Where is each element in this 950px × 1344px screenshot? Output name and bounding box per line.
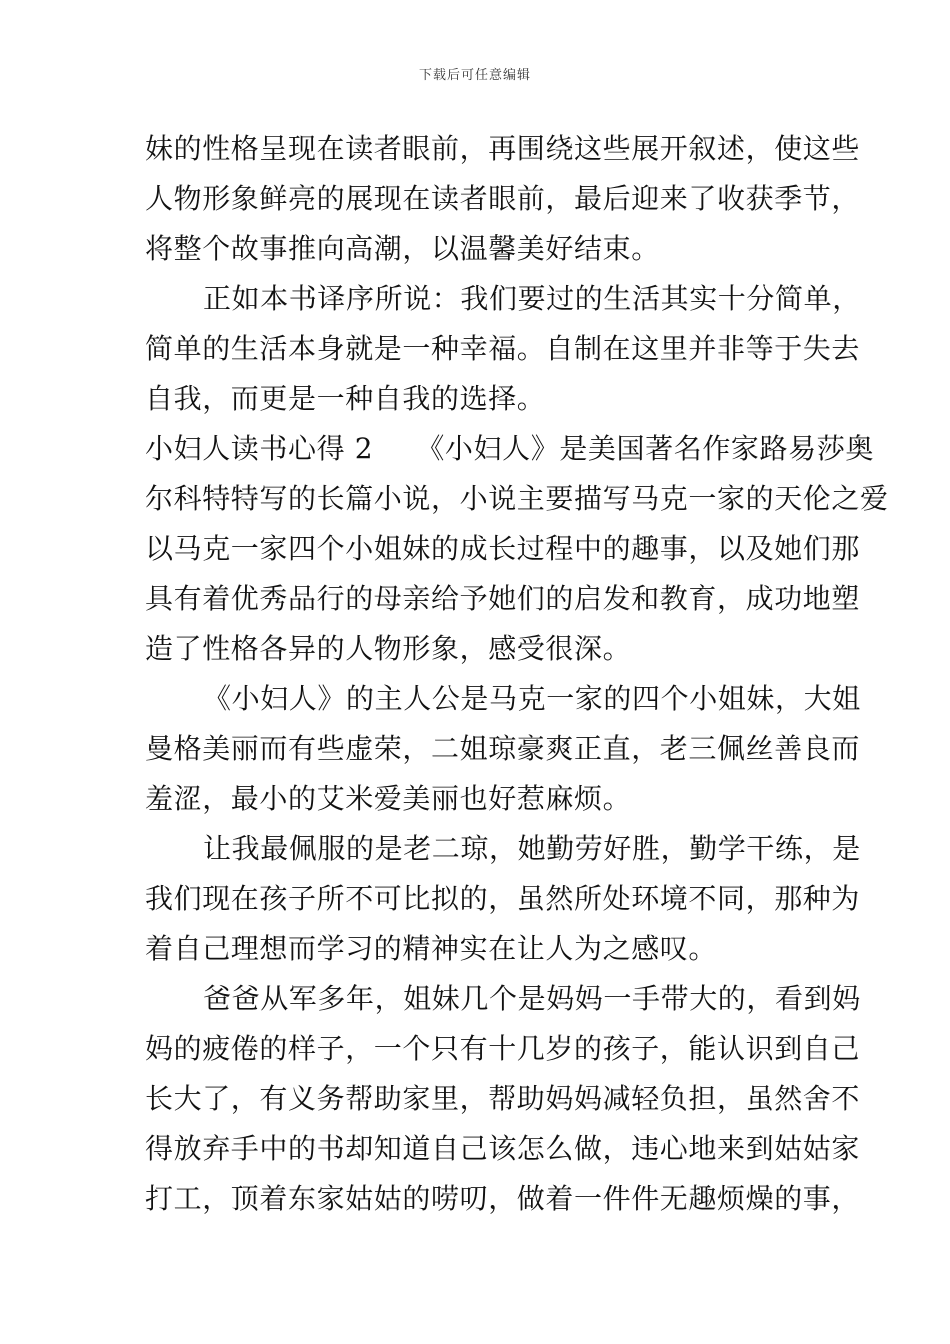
text-line: 着自己理想而学习的精神实在让人为之感叹。 bbox=[145, 932, 718, 965]
text-line: 造了性格各异的人物形象，感受很深。 bbox=[145, 632, 632, 665]
text-line: 《小妇人》的主人公是马克一家的四个小姐妹，大姐 bbox=[203, 682, 861, 715]
text-line: 长大了，有义务帮助家里，帮助妈妈减轻负担，虽然舍不 bbox=[145, 1082, 861, 1115]
text-line: 人物形象鲜亮的展现在读者眼前，最后迎来了收获季节， bbox=[145, 182, 861, 215]
section-heading-line: 小妇人读书心得 2 《小妇人》是美国著名作家路易莎奥 bbox=[145, 432, 874, 465]
text-line: 妈的疲倦的样子，一个只有十几岁的孩子，能认识到自己 bbox=[145, 1032, 861, 1065]
text-line: 尔科特特写的长篇小说，小说主要描写马克一家的天伦之爱 bbox=[145, 482, 889, 515]
text-line: 打工，顶着东家姑姑的唠叨，做着一件件无趣烦燥的事， bbox=[145, 1182, 861, 1215]
text-line: 爸爸从军多年，姐妹几个是妈妈一手带大的，看到妈 bbox=[203, 982, 861, 1015]
text-line: 正如本书译序所说：我们要过的生活其实十分简单， bbox=[203, 282, 861, 315]
text-line: 得放弃手中的书却知道自己该怎么做，违心地来到姑姑家 bbox=[145, 1132, 861, 1165]
text-line: 将整个故事推向高潮，以温馨美好结束。 bbox=[145, 232, 660, 265]
text-line: 具有着优秀品行的母亲给予她们的启发和教育，成功地塑 bbox=[145, 582, 861, 615]
text-line: 以马克一家四个小姐妹的成长过程中的趣事，以及她们那 bbox=[145, 532, 861, 565]
page-header: 下载后可任意编辑 bbox=[418, 68, 531, 83]
text-line: 简单的生活本身就是一种幸福。自制在这里并非等于失去 bbox=[145, 332, 861, 365]
text-line: 自我，而更是一种自我的选择。 bbox=[145, 382, 546, 415]
document-body bbox=[145, 124, 889, 1224]
text-line: 我们现在孩子所不可比拟的，虽然所处环境不同，那种为 bbox=[145, 882, 861, 915]
text-line: 羞涩，最小的艾米爱美丽也好惹麻烦。 bbox=[145, 782, 632, 815]
text-line: 妹的性格呈现在读者眼前，再围绕这些展开叙述，使这些 bbox=[145, 132, 861, 165]
text-line: 曼格美丽而有些虚荣，二姐琼豪爽正直，老三佩丝善良而 bbox=[145, 732, 861, 765]
text-line: 让我最佩服的是老二琼，她勤劳好胜，勤学干练，是 bbox=[203, 832, 861, 865]
